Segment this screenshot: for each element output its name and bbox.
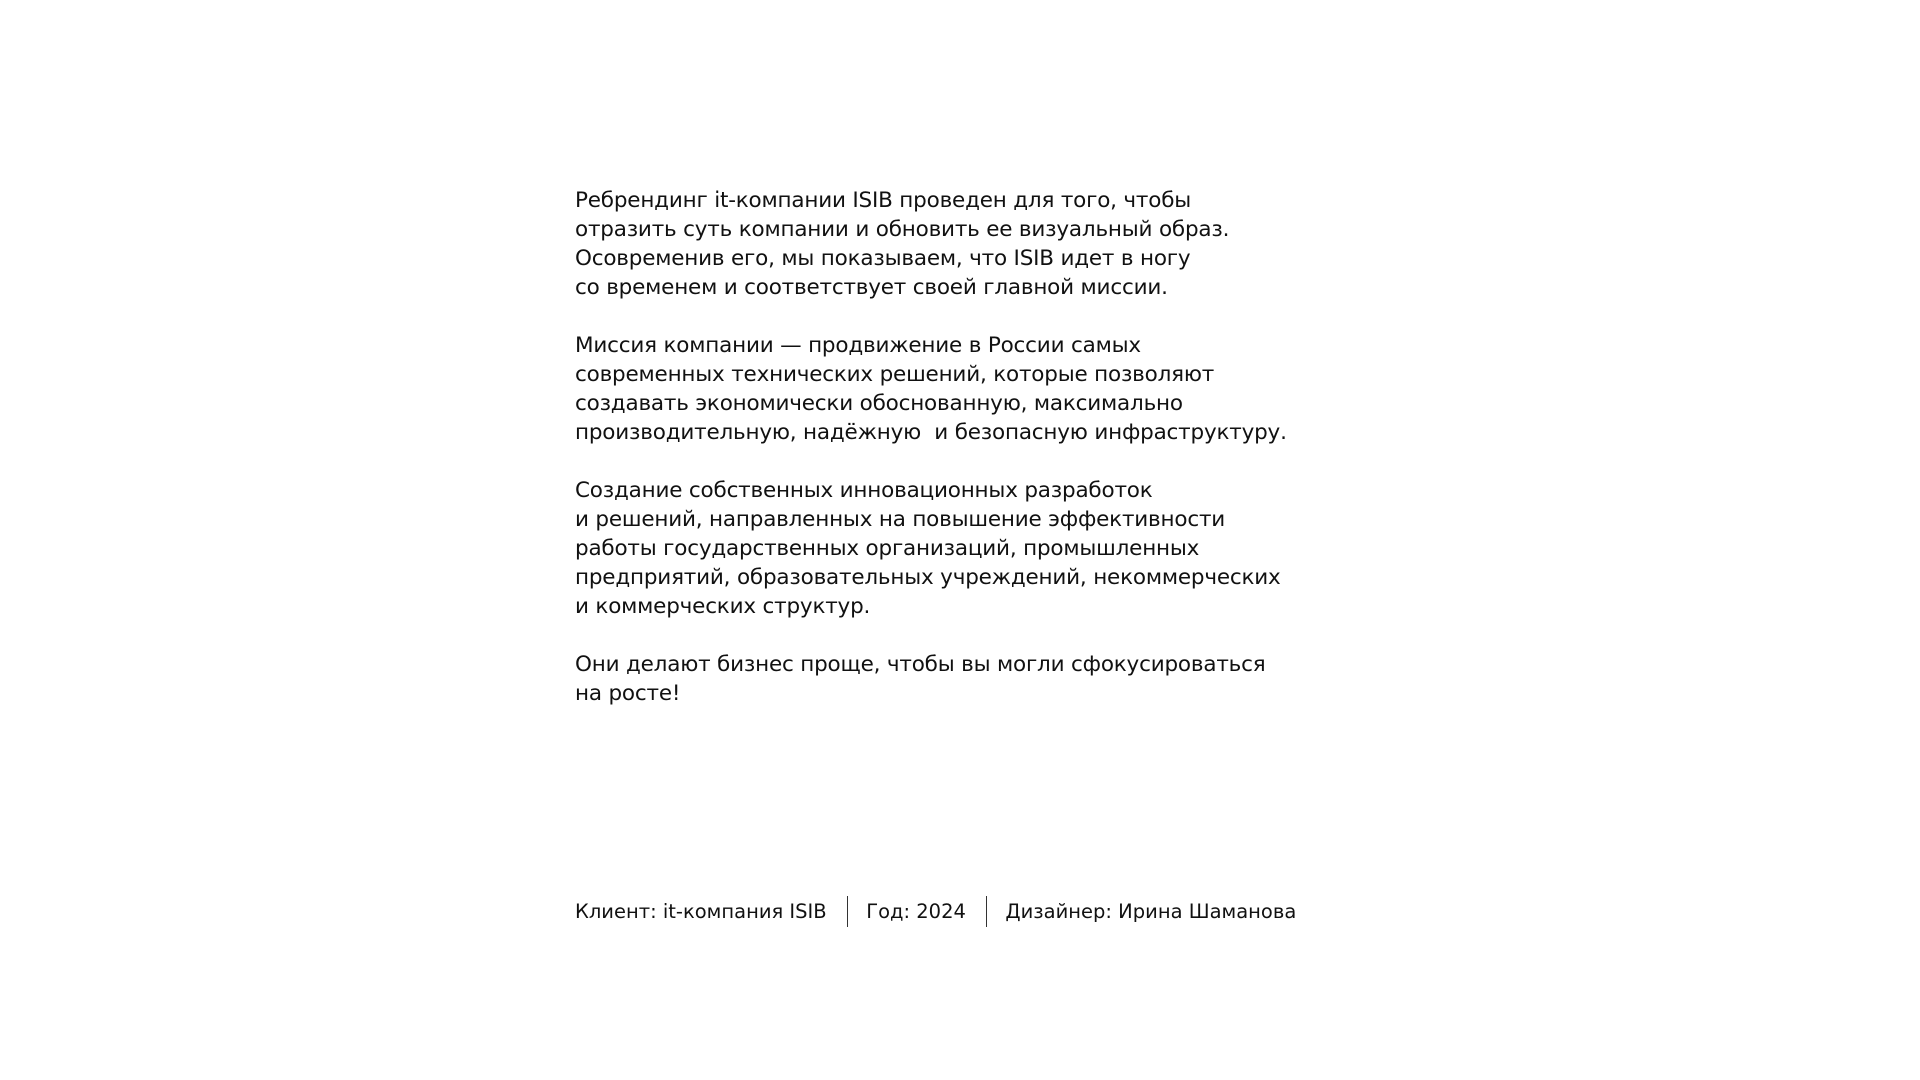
divider [986, 896, 988, 927]
text-line: Ребрендинг it-компании ISIB проведен для того, чтобы [575, 188, 1192, 213]
paragraph [575, 650, 1335, 708]
text-line: отразить суть компании и обновить ее визуальный образ. [575, 217, 1230, 242]
text-line: современных технических решений, которые позволяют [575, 362, 1215, 387]
project-credits [575, 896, 1296, 927]
designer-credit: Дизайнер: Ирина Шаманова [1005, 899, 1297, 923]
description-text [575, 186, 1335, 737]
text-line: Осовременив его, мы показываем, что ISIB идет в ногу [575, 246, 1191, 271]
text-line: на росте! [575, 681, 681, 706]
paragraph [575, 476, 1335, 621]
year-credit: Год: 2024 [866, 899, 966, 923]
text-line: Создание собственных инновационных разработок [575, 478, 1153, 503]
text-line: предприятий, образовательных учреждений, некоммерческих [575, 565, 1281, 590]
client-credit: Клиент: it-компания ISIB [575, 899, 827, 923]
paragraph [575, 331, 1335, 447]
text-line: создавать экономически обоснованную, максимально [575, 391, 1183, 416]
text-line: производительную, надёжную и безопасную инфраструктуру. [575, 420, 1287, 445]
text-line: Миссия компании — продвижение в России самых [575, 333, 1141, 358]
text-line: и коммерческих структур. [575, 594, 871, 619]
text-line: со временем и соответствует своей главной миссии. [575, 275, 1168, 300]
text-line: Они делают бизнес проще, чтобы вы могли сфокусироваться [575, 652, 1266, 677]
text-line: и решений, направленных на повышение эффективности [575, 507, 1226, 532]
divider [847, 896, 849, 927]
text-line: работы государственных организаций, промышленных [575, 536, 1200, 561]
paragraph [575, 186, 1335, 302]
